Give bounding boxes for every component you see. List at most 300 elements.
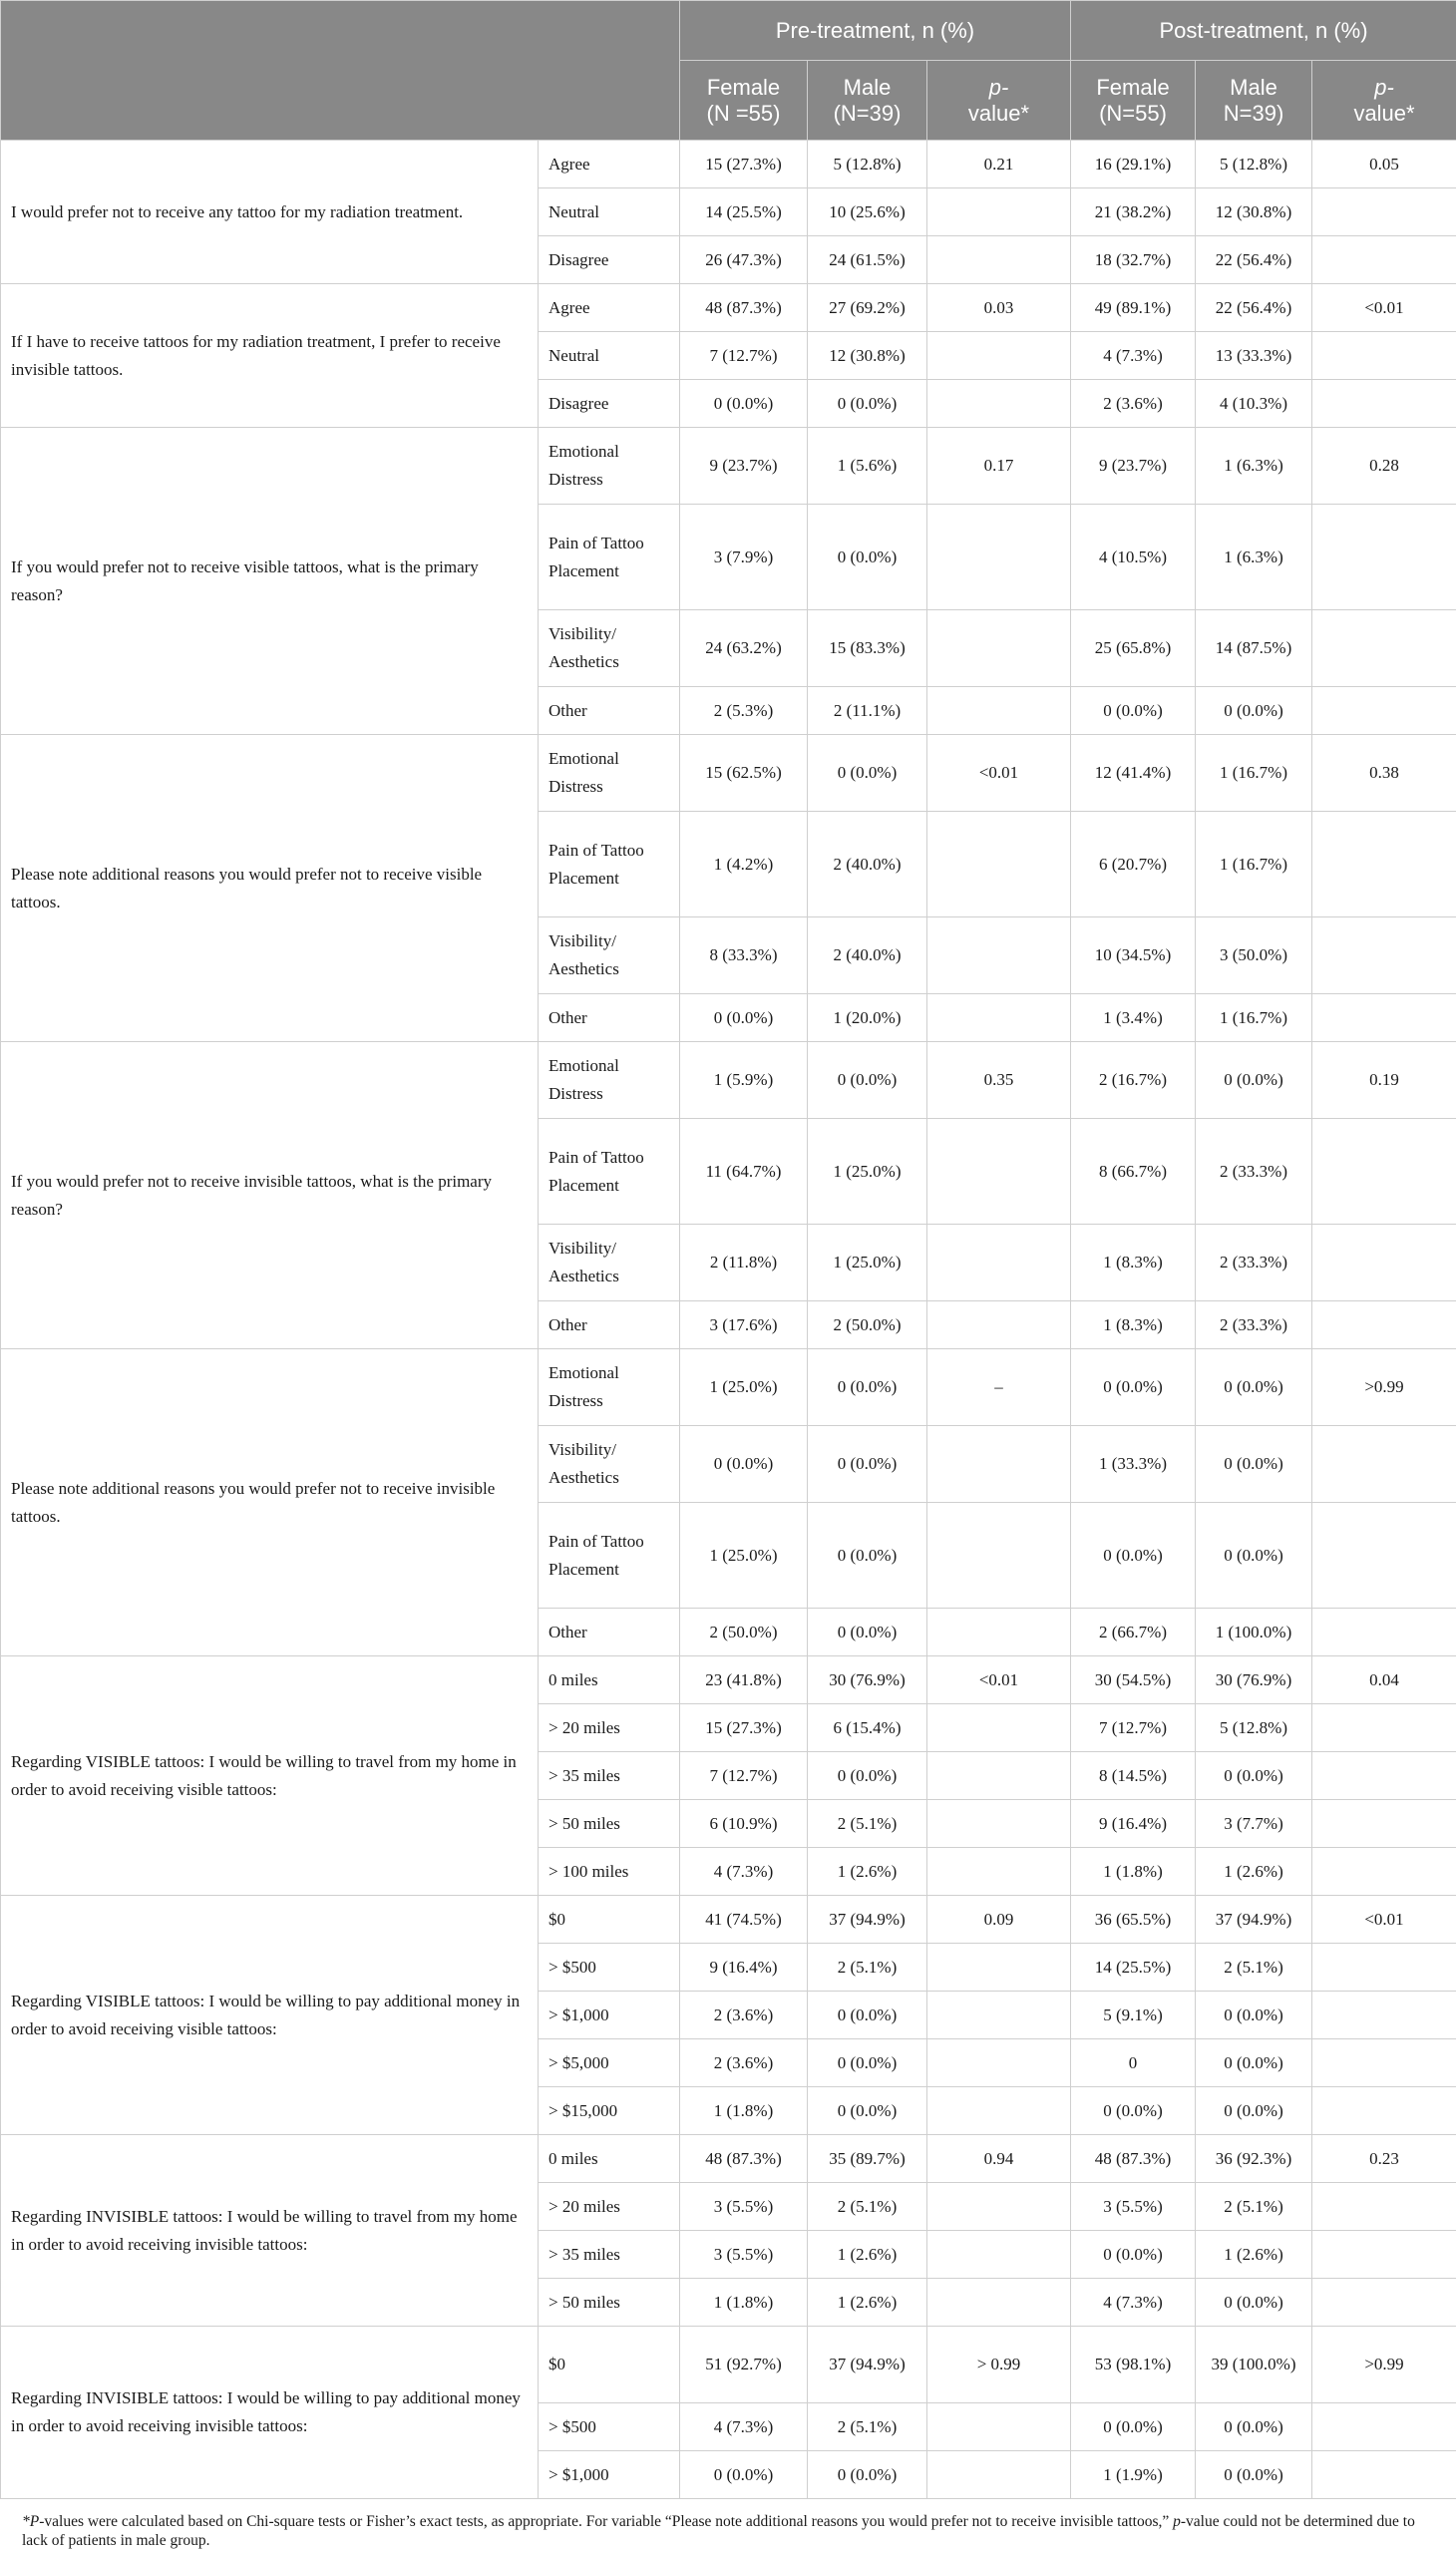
- pre-pvalue-cell: [927, 2279, 1071, 2327]
- option-cell: Emotional Distress: [539, 1349, 680, 1426]
- post-male-cell: 0 (0.0%): [1196, 1752, 1312, 1800]
- post-male-cell: 2 (5.1%): [1196, 2183, 1312, 2231]
- post-female-cell: 0 (0.0%): [1071, 1349, 1196, 1426]
- option-cell: > 35 miles: [539, 1752, 680, 1800]
- pre-male-cell: 1 (2.6%): [808, 1848, 927, 1896]
- option-cell: > 20 miles: [539, 2183, 680, 2231]
- pre-male-cell: 1 (20.0%): [808, 994, 927, 1042]
- option-cell: Other: [539, 687, 680, 735]
- pre-female-cell: 9 (23.7%): [680, 428, 808, 505]
- option-cell: 0 miles: [539, 2135, 680, 2183]
- post-male-cell: 0 (0.0%): [1196, 687, 1312, 735]
- pre-male-cell: 1 (2.6%): [808, 2279, 927, 2327]
- post-female-cell: 49 (89.1%): [1071, 284, 1196, 332]
- post-female-cell: 3 (5.5%): [1071, 2183, 1196, 2231]
- post-male-cell: 39 (100.0%): [1196, 2327, 1312, 2403]
- pre-female-cell: 48 (87.3%): [680, 284, 808, 332]
- post-male-cell: 0 (0.0%): [1196, 2451, 1312, 2499]
- pre-pvalue-header: p- value*: [927, 61, 1071, 141]
- pre-female-cell: 2 (5.3%): [680, 687, 808, 735]
- pre-male-cell: 27 (69.2%): [808, 284, 927, 332]
- post-pvalue-cell: [1312, 2087, 1456, 2135]
- pre-male-cell: 1 (5.6%): [808, 428, 927, 505]
- post-male-cell: 0 (0.0%): [1196, 2279, 1312, 2327]
- post-female-cell: 12 (41.4%): [1071, 735, 1196, 812]
- pre-female-cell: 2 (3.6%): [680, 2039, 808, 2087]
- post-female-cell: 9 (23.7%): [1071, 428, 1196, 505]
- pre-female-cell: 41 (74.5%): [680, 1896, 808, 1944]
- post-female-cell: 2 (3.6%): [1071, 380, 1196, 428]
- option-cell: Pain of Tattoo Placement: [539, 1119, 680, 1225]
- pre-male-cell: 0 (0.0%): [808, 380, 927, 428]
- pre-pvalue-cell: –: [927, 1349, 1071, 1426]
- pre-male-cell: 1 (25.0%): [808, 1225, 927, 1301]
- table-row: [1, 428, 1456, 505]
- pre-female-cell: 48 (87.3%): [680, 2135, 808, 2183]
- pre-pvalue-cell: 0.94: [927, 2135, 1071, 2183]
- post-male-cell: 1 (16.7%): [1196, 735, 1312, 812]
- post-pvalue-cell: [1312, 687, 1456, 735]
- post-pvalue-cell: 0.23: [1312, 2135, 1456, 2183]
- option-cell: Neutral: [539, 332, 680, 380]
- option-cell: > $5,000: [539, 2039, 680, 2087]
- post-female-cell: 0: [1071, 2039, 1196, 2087]
- pre-pvalue-cell: [927, 332, 1071, 380]
- post-male-cell: 5 (12.8%): [1196, 1704, 1312, 1752]
- post-male-cell: 2 (5.1%): [1196, 1944, 1312, 1992]
- option-cell: Pain of Tattoo Placement: [539, 505, 680, 610]
- post-female-cell: 4 (10.5%): [1071, 505, 1196, 610]
- pre-pvalue-cell: <0.01: [927, 735, 1071, 812]
- pre-pvalue-cell: [927, 1301, 1071, 1349]
- pre-female-cell: 0 (0.0%): [680, 2451, 808, 2499]
- pre-pvalue-cell: 0.35: [927, 1042, 1071, 1119]
- post-pvalue-cell: [1312, 1800, 1456, 1848]
- post-pvalue-cell: 0.05: [1312, 141, 1456, 188]
- post-male-cell: 36 (92.3%): [1196, 2135, 1312, 2183]
- post-male-cell: 1 (6.3%): [1196, 505, 1312, 610]
- pre-male-cell: 2 (5.1%): [808, 1800, 927, 1848]
- post-male-cell: 1 (2.6%): [1196, 2231, 1312, 2279]
- post-female-cell: 25 (65.8%): [1071, 610, 1196, 687]
- pre-female-cell: 26 (47.3%): [680, 236, 808, 284]
- pre-male-cell: 35 (89.7%): [808, 2135, 927, 2183]
- post-female-cell: 0 (0.0%): [1071, 2403, 1196, 2451]
- pre-male-cell: 2 (40.0%): [808, 917, 927, 994]
- post-pvalue-cell: [1312, 1426, 1456, 1503]
- pre-male-header: Male (N=39): [808, 61, 927, 141]
- post-male-cell: 1 (16.7%): [1196, 812, 1312, 917]
- option-cell: Emotional Distress: [539, 428, 680, 505]
- post-female-cell: 30 (54.5%): [1071, 1656, 1196, 1704]
- post-pvalue-cell: [1312, 1848, 1456, 1896]
- option-cell: Other: [539, 1301, 680, 1349]
- pre-male-cell: 30 (76.9%): [808, 1656, 927, 1704]
- pre-pvalue-cell: 0.21: [927, 141, 1071, 188]
- post-pvalue-cell: [1312, 236, 1456, 284]
- pre-pvalue-cell: [927, 1426, 1071, 1503]
- post-female-header: Female (N=55): [1071, 61, 1196, 141]
- post-pvalue-cell: [1312, 1225, 1456, 1301]
- table-header: [1, 1, 1456, 141]
- pre-pvalue-cell: [927, 917, 1071, 994]
- post-female-cell: 1 (1.9%): [1071, 2451, 1196, 2499]
- option-cell: Visibility/ Aesthetics: [539, 1225, 680, 1301]
- option-cell: Agree: [539, 284, 680, 332]
- pre-female-cell: 0 (0.0%): [680, 380, 808, 428]
- pre-female-cell: 24 (63.2%): [680, 610, 808, 687]
- pre-pvalue-cell: 0.03: [927, 284, 1071, 332]
- option-cell: > 20 miles: [539, 1704, 680, 1752]
- option-cell: Emotional Distress: [539, 1042, 680, 1119]
- pre-male-cell: 0 (0.0%): [808, 1752, 927, 1800]
- post-pvalue-cell: [1312, 2279, 1456, 2327]
- pre-female-header: Female (N =55): [680, 61, 808, 141]
- post-pvalue-cell: [1312, 610, 1456, 687]
- option-cell: > $1,000: [539, 1992, 680, 2039]
- post-female-cell: 1 (8.3%): [1071, 1301, 1196, 1349]
- pre-male-cell: 1 (2.6%): [808, 2231, 927, 2279]
- post-female-cell: 16 (29.1%): [1071, 141, 1196, 188]
- pre-pvalue-cell: [927, 1848, 1071, 1896]
- post-female-cell: 14 (25.5%): [1071, 1944, 1196, 1992]
- post-pvalue-cell: [1312, 1609, 1456, 1656]
- post-pvalue-cell: >0.99: [1312, 2327, 1456, 2403]
- question-cell: Please note additional reasons you would prefer not to receive visible tattoos.: [1, 735, 539, 1042]
- post-male-cell: 30 (76.9%): [1196, 1656, 1312, 1704]
- pre-female-cell: 8 (33.3%): [680, 917, 808, 994]
- option-cell: > $1,000: [539, 2451, 680, 2499]
- post-female-cell: 53 (98.1%): [1071, 2327, 1196, 2403]
- pre-pvalue-cell: [927, 2231, 1071, 2279]
- pre-pvalue-cell: [927, 1992, 1071, 2039]
- post-pvalue-cell: [1312, 2039, 1456, 2087]
- option-cell: > $15,000: [539, 2087, 680, 2135]
- pre-pvalue-cell: 0.17: [927, 428, 1071, 505]
- post-female-cell: 7 (12.7%): [1071, 1704, 1196, 1752]
- post-female-cell: 0 (0.0%): [1071, 1503, 1196, 1609]
- post-female-cell: 8 (66.7%): [1071, 1119, 1196, 1225]
- post-male-cell: 3 (50.0%): [1196, 917, 1312, 994]
- pre-female-cell: 7 (12.7%): [680, 332, 808, 380]
- pre-female-cell: 6 (10.9%): [680, 1800, 808, 1848]
- pre-male-cell: 10 (25.6%): [808, 188, 927, 236]
- post-male-cell: 0 (0.0%): [1196, 1349, 1312, 1426]
- pre-female-cell: 11 (64.7%): [680, 1119, 808, 1225]
- table-row: [1, 1349, 1456, 1426]
- pre-female-cell: 1 (1.8%): [680, 2087, 808, 2135]
- post-female-cell: 2 (16.7%): [1071, 1042, 1196, 1119]
- post-pvalue-cell: [1312, 1704, 1456, 1752]
- pre-pvalue-cell: [927, 2087, 1071, 2135]
- pre-male-cell: 0 (0.0%): [808, 1992, 927, 2039]
- post-male-cell: 3 (7.7%): [1196, 1800, 1312, 1848]
- post-pvalue-cell: 0.19: [1312, 1042, 1456, 1119]
- table-row: [1, 735, 1456, 812]
- post-female-cell: 1 (1.8%): [1071, 1848, 1196, 1896]
- pre-pvalue-cell: <0.01: [927, 1656, 1071, 1704]
- header-blank-cell: [1, 1, 680, 141]
- post-female-cell: 0 (0.0%): [1071, 2231, 1196, 2279]
- pre-female-cell: 4 (7.3%): [680, 1848, 808, 1896]
- post-pvalue-cell: [1312, 380, 1456, 428]
- post-pvalue-header: p- value*: [1312, 61, 1456, 141]
- post-male-cell: 22 (56.4%): [1196, 284, 1312, 332]
- question-cell: If you would prefer not to receive invisible tattoos, what is the primary reason?: [1, 1042, 539, 1349]
- pre-pvalue-cell: > 0.99: [927, 2327, 1071, 2403]
- pre-male-cell: 1 (25.0%): [808, 1119, 927, 1225]
- table-row: [1, 284, 1456, 332]
- post-female-cell: 5 (9.1%): [1071, 1992, 1196, 2039]
- table-row: [1, 141, 1456, 188]
- pre-pvalue-cell: [927, 505, 1071, 610]
- post-male-cell: 14 (87.5%): [1196, 610, 1312, 687]
- pre-pvalue-cell: [927, 812, 1071, 917]
- pre-female-cell: 23 (41.8%): [680, 1656, 808, 1704]
- footnote: *P-values were calculated based on Chi-square tests or Fisher’s exact tests, as appropriate. For variable “Please note additional reasons you would prefer not to receive invisible tattoos,” p-value could not be determined due to lack of patients in male group.: [22, 2513, 1415, 2549]
- post-male-cell: 22 (56.4%): [1196, 236, 1312, 284]
- option-cell: $0: [539, 1896, 680, 1944]
- pre-female-cell: 2 (11.8%): [680, 1225, 808, 1301]
- pre-male-cell: 0 (0.0%): [808, 2451, 927, 2499]
- post-female-cell: 0 (0.0%): [1071, 2087, 1196, 2135]
- pre-female-cell: 1 (4.2%): [680, 812, 808, 917]
- option-cell: Visibility/ Aesthetics: [539, 1426, 680, 1503]
- pre-female-cell: 51 (92.7%): [680, 2327, 808, 2403]
- option-cell: Disagree: [539, 380, 680, 428]
- post-male-cell: 4 (10.3%): [1196, 380, 1312, 428]
- post-treatment-header: Post-treatment, n (%): [1071, 1, 1456, 61]
- pre-pvalue-cell: [927, 2451, 1071, 2499]
- table-body: [1, 141, 1456, 2499]
- post-female-cell: 4 (7.3%): [1071, 332, 1196, 380]
- pre-pvalue-cell: [927, 610, 1071, 687]
- pre-male-cell: 5 (12.8%): [808, 141, 927, 188]
- option-cell: > 50 miles: [539, 1800, 680, 1848]
- post-female-cell: 6 (20.7%): [1071, 812, 1196, 917]
- post-male-cell: 2 (33.3%): [1196, 1301, 1312, 1349]
- post-pvalue-cell: [1312, 1752, 1456, 1800]
- pre-male-cell: 0 (0.0%): [808, 735, 927, 812]
- post-pvalue-cell: 0.28: [1312, 428, 1456, 505]
- post-female-cell: 1 (33.3%): [1071, 1426, 1196, 1503]
- post-pvalue-cell: [1312, 812, 1456, 917]
- post-male-cell: 1 (100.0%): [1196, 1609, 1312, 1656]
- post-male-cell: 0 (0.0%): [1196, 2039, 1312, 2087]
- pre-male-cell: 15 (83.3%): [808, 610, 927, 687]
- post-female-cell: 18 (32.7%): [1071, 236, 1196, 284]
- question-cell: Regarding INVISIBLE tattoos: I would be willing to pay additional money in order to avoid receiving invisible tattoos:: [1, 2327, 539, 2499]
- pre-male-cell: 37 (94.9%): [808, 1896, 927, 1944]
- pre-female-cell: 9 (16.4%): [680, 1944, 808, 1992]
- post-male-cell: 0 (0.0%): [1196, 1503, 1312, 1609]
- post-pvalue-cell: [1312, 188, 1456, 236]
- post-male-cell: 0 (0.0%): [1196, 1992, 1312, 2039]
- pre-female-cell: 14 (25.5%): [680, 188, 808, 236]
- pre-pvalue-cell: [927, 236, 1071, 284]
- pre-male-cell: 2 (11.1%): [808, 687, 927, 735]
- post-pvalue-cell: [1312, 1503, 1456, 1609]
- table-row: [1, 2327, 1456, 2403]
- post-pvalue-cell: [1312, 505, 1456, 610]
- table-row: [1, 1042, 1456, 1119]
- post-female-cell: 21 (38.2%): [1071, 188, 1196, 236]
- post-male-cell: 37 (94.9%): [1196, 1896, 1312, 1944]
- pre-treatment-header: Pre-treatment, n (%): [680, 1, 1071, 61]
- post-pvalue-cell: <0.01: [1312, 1896, 1456, 1944]
- pre-female-cell: 15 (27.3%): [680, 141, 808, 188]
- post-pvalue-cell: >0.99: [1312, 1349, 1456, 1426]
- pre-male-cell: 0 (0.0%): [808, 1042, 927, 1119]
- post-female-cell: 0 (0.0%): [1071, 687, 1196, 735]
- post-male-cell: 12 (30.8%): [1196, 188, 1312, 236]
- post-pvalue-cell: [1312, 917, 1456, 994]
- post-female-cell: 36 (65.5%): [1071, 1896, 1196, 1944]
- option-cell: Disagree: [539, 236, 680, 284]
- post-pvalue-cell: [1312, 1119, 1456, 1225]
- pre-pvalue-cell: [927, 2039, 1071, 2087]
- post-pvalue-cell: [1312, 2183, 1456, 2231]
- post-male-cell: 1 (16.7%): [1196, 994, 1312, 1042]
- pre-female-cell: 4 (7.3%): [680, 2403, 808, 2451]
- table-row: [1, 1656, 1456, 1704]
- post-male-cell: 0 (0.0%): [1196, 1042, 1312, 1119]
- post-pvalue-cell: [1312, 1301, 1456, 1349]
- pre-female-cell: 2 (50.0%): [680, 1609, 808, 1656]
- pre-male-cell: 2 (40.0%): [808, 812, 927, 917]
- pre-female-cell: 3 (5.5%): [680, 2231, 808, 2279]
- option-cell: Other: [539, 994, 680, 1042]
- post-pvalue-cell: [1312, 2231, 1456, 2279]
- option-cell: Visibility/ Aesthetics: [539, 610, 680, 687]
- post-female-cell: 1 (3.4%): [1071, 994, 1196, 1042]
- option-cell: Visibility/ Aesthetics: [539, 917, 680, 994]
- pre-female-cell: 1 (25.0%): [680, 1349, 808, 1426]
- table-row: [1, 2135, 1456, 2183]
- post-female-cell: 9 (16.4%): [1071, 1800, 1196, 1848]
- pre-male-cell: 0 (0.0%): [808, 1503, 927, 1609]
- pre-female-cell: 1 (25.0%): [680, 1503, 808, 1609]
- pre-male-cell: 0 (0.0%): [808, 505, 927, 610]
- pre-female-cell: 3 (7.9%): [680, 505, 808, 610]
- pre-pvalue-cell: [927, 1119, 1071, 1225]
- pre-male-cell: 0 (0.0%): [808, 1349, 927, 1426]
- post-pvalue-cell: [1312, 2451, 1456, 2499]
- pre-pvalue-cell: [927, 380, 1071, 428]
- post-pvalue-cell: 0.38: [1312, 735, 1456, 812]
- option-cell: > 35 miles: [539, 2231, 680, 2279]
- option-cell: Other: [539, 1609, 680, 1656]
- pre-female-cell: 3 (5.5%): [680, 2183, 808, 2231]
- post-female-cell: 10 (34.5%): [1071, 917, 1196, 994]
- post-male-cell: 0 (0.0%): [1196, 1426, 1312, 1503]
- pre-pvalue-cell: [927, 1503, 1071, 1609]
- post-male-cell: 0 (0.0%): [1196, 2087, 1312, 2135]
- pre-female-cell: 0 (0.0%): [680, 1426, 808, 1503]
- table-row: [1, 1896, 1456, 1944]
- option-cell: $0: [539, 2327, 680, 2403]
- pre-female-cell: 0 (0.0%): [680, 994, 808, 1042]
- pre-female-cell: 7 (12.7%): [680, 1752, 808, 1800]
- post-female-cell: 1 (8.3%): [1071, 1225, 1196, 1301]
- option-cell: > 100 miles: [539, 1848, 680, 1896]
- post-male-cell: 5 (12.8%): [1196, 141, 1312, 188]
- pre-pvalue-cell: [927, 188, 1071, 236]
- pre-pvalue-cell: [927, 1752, 1071, 1800]
- post-female-cell: 8 (14.5%): [1071, 1752, 1196, 1800]
- pre-pvalue-cell: [927, 687, 1071, 735]
- pre-male-cell: 2 (50.0%): [808, 1301, 927, 1349]
- post-female-cell: 4 (7.3%): [1071, 2279, 1196, 2327]
- question-cell: Regarding VISIBLE tattoos: I would be willing to pay additional money in order to avoid receiving visible tattoos:: [1, 1896, 539, 2135]
- pre-male-cell: 0 (0.0%): [808, 1426, 927, 1503]
- option-cell: Neutral: [539, 188, 680, 236]
- pre-pvalue-cell: [927, 1225, 1071, 1301]
- option-cell: > 50 miles: [539, 2279, 680, 2327]
- post-pvalue-cell: [1312, 1944, 1456, 1992]
- pre-pvalue-cell: 0.09: [927, 1896, 1071, 1944]
- pre-pvalue-cell: [927, 2403, 1071, 2451]
- pre-female-cell: 1 (1.8%): [680, 2279, 808, 2327]
- pre-male-cell: 2 (5.1%): [808, 1944, 927, 1992]
- post-female-cell: 48 (87.3%): [1071, 2135, 1196, 2183]
- pre-pvalue-cell: [927, 1609, 1071, 1656]
- option-cell: 0 miles: [539, 1656, 680, 1704]
- question-cell: Please note additional reasons you would prefer not to receive invisible tattoos.: [1, 1349, 539, 1656]
- post-male-cell: 2 (33.3%): [1196, 1225, 1312, 1301]
- post-pvalue-cell: 0.04: [1312, 1656, 1456, 1704]
- pre-pvalue-cell: [927, 994, 1071, 1042]
- option-cell: Agree: [539, 141, 680, 188]
- post-female-cell: 2 (66.7%): [1071, 1609, 1196, 1656]
- post-male-cell: 0 (0.0%): [1196, 2403, 1312, 2451]
- pre-male-cell: 2 (5.1%): [808, 2403, 927, 2451]
- post-pvalue-cell: [1312, 332, 1456, 380]
- question-cell: If I have to receive tattoos for my radiation treatment, I prefer to receive invisible tattoos.: [1, 284, 539, 428]
- option-cell: Pain of Tattoo Placement: [539, 812, 680, 917]
- pre-pvalue-cell: [927, 1944, 1071, 1992]
- pre-female-cell: 15 (62.5%): [680, 735, 808, 812]
- pre-male-cell: 2 (5.1%): [808, 2183, 927, 2231]
- post-male-header: Male N=39): [1196, 61, 1312, 141]
- post-male-cell: 13 (33.3%): [1196, 332, 1312, 380]
- post-pvalue-cell: [1312, 1992, 1456, 2039]
- question-cell: Regarding INVISIBLE tattoos: I would be willing to travel from my home in order to avoid receiving invisible tattoos:: [1, 2135, 539, 2327]
- post-male-cell: 1 (2.6%): [1196, 1848, 1312, 1896]
- pre-pvalue-cell: [927, 1800, 1071, 1848]
- post-pvalue-cell: <0.01: [1312, 284, 1456, 332]
- pre-pvalue-cell: [927, 2183, 1071, 2231]
- question-cell: If you would prefer not to receive visible tattoos, what is the primary reason?: [1, 428, 539, 735]
- question-cell: I would prefer not to receive any tattoo for my radiation treatment.: [1, 141, 539, 284]
- post-pvalue-cell: [1312, 2403, 1456, 2451]
- pre-male-cell: 37 (94.9%): [808, 2327, 927, 2403]
- pre-male-cell: 24 (61.5%): [808, 236, 927, 284]
- pre-male-cell: 12 (30.8%): [808, 332, 927, 380]
- pre-female-cell: 2 (3.6%): [680, 1992, 808, 2039]
- pre-pvalue-cell: [927, 1704, 1071, 1752]
- option-cell: Pain of Tattoo Placement: [539, 1503, 680, 1609]
- pre-female-cell: 15 (27.3%): [680, 1704, 808, 1752]
- pre-male-cell: 6 (15.4%): [808, 1704, 927, 1752]
- pre-male-cell: 0 (0.0%): [808, 2039, 927, 2087]
- option-cell: Emotional Distress: [539, 735, 680, 812]
- post-pvalue-cell: [1312, 994, 1456, 1042]
- pre-female-cell: 3 (17.6%): [680, 1301, 808, 1349]
- option-cell: > $500: [539, 2403, 680, 2451]
- question-cell: Regarding VISIBLE tattoos: I would be willing to travel from my home in order to avoid receiving visible tattoos:: [1, 1656, 539, 1896]
- option-cell: > $500: [539, 1944, 680, 1992]
